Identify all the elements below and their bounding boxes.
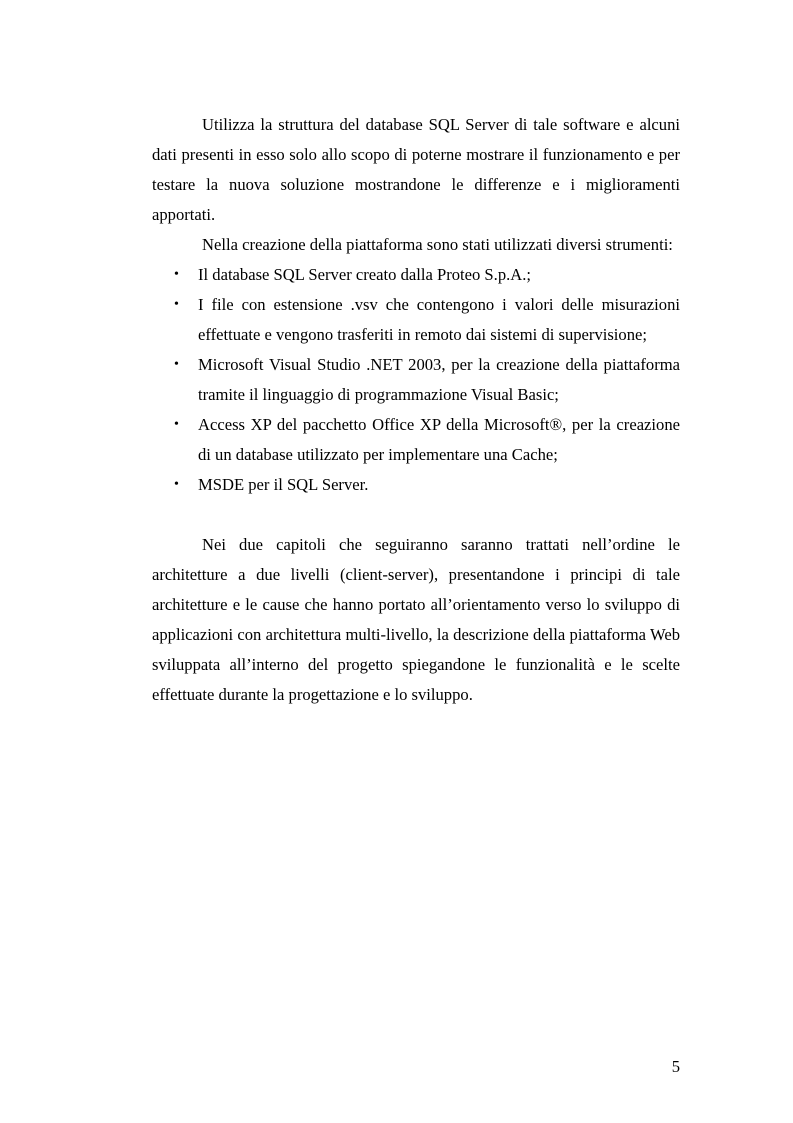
bullet-icon: •	[174, 357, 179, 372]
list-item-text: Il database SQL Server creato dalla Proteo S.p.A.;	[198, 265, 532, 284]
bullet-icon: •	[174, 417, 179, 432]
list-item	[152, 350, 680, 410]
list-item-text: Access XP del pacchetto Office XP della Microsoft®, per la creazione di un database utilizzato per implementare una Cache;	[198, 415, 680, 464]
list-item	[152, 410, 680, 470]
tools-list	[152, 260, 680, 500]
document-page	[152, 110, 680, 710]
list-item	[152, 260, 680, 290]
bullet-icon: •	[174, 297, 179, 312]
tools-intro-paragraph: Nella creazione della piattaforma sono stati utilizzati diversi strumenti:	[202, 235, 673, 254]
page-number: 5	[671, 1057, 680, 1076]
bullet-icon: •	[174, 477, 179, 492]
closing-paragraph: Nei due capitoli che seguiranno saranno trattati nell’ordine le architetture a due livelli (client-server), presentandone i principi di tale architetture e le cause che hanno portato all’orientamento verso lo sviluppo di applicazioni con architettura multi-livello, la descrizione della piattaforma Web sviluppata all’interno del progetto spiegandone le funzionalità e le scelte effettuate durante la progettazione e lo sviluppo.	[152, 535, 680, 704]
bullet-icon: •	[174, 267, 179, 282]
intro-paragraph: Utilizza la struttura del database SQL Server di tale software e alcuni dati presenti in esso solo allo scopo di poterne mostrare il funzionamento e per testare la nuova soluzione mostrandone le differenze e i miglioramenti apportati.	[152, 115, 680, 224]
list-item-text: Microsoft Visual Studio .NET 2003, per la creazione della piattaforma tramite il linguaggio di programmazione Visual Basic;	[198, 355, 680, 404]
list-item-text: I file con estensione .vsv che contengono i valori delle misurazioni effettuate e vengono trasferiti in remoto dai sistemi di supervisione;	[198, 295, 680, 344]
list-item	[152, 290, 680, 350]
list-item	[152, 470, 680, 500]
list-item-text: MSDE per il SQL Server.	[198, 475, 369, 494]
